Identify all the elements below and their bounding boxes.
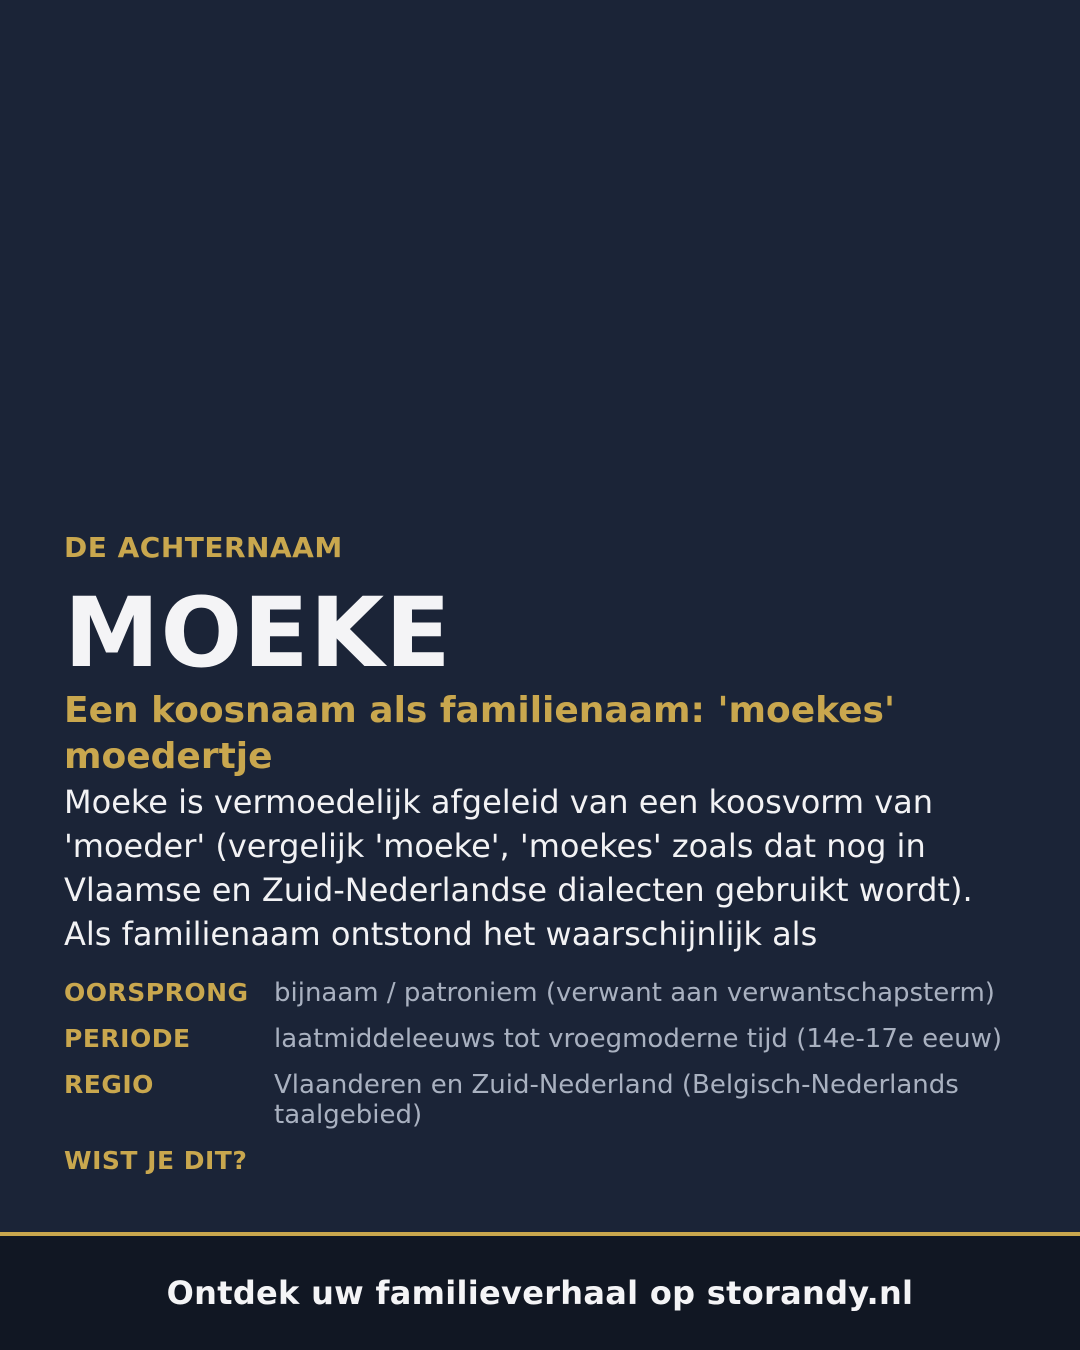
facts-list (64, 978, 1016, 1176)
fact-value: Vlaanderen en Zuid-Nederland (Belgisch-Nederlands taalgebied) (274, 1070, 959, 1130)
fact-value: bijnaam / patroniem (verwant aan verwantschapsterm) (274, 978, 995, 1008)
surname-title: MOEKE (64, 577, 452, 689)
footer-cta-link[interactable]: Ontdek uw familieverhaal op storandy.nl (166, 1274, 914, 1312)
eyebrow-label: DE ACHTERNAAM (64, 531, 343, 564)
footer-banner (0, 1232, 1080, 1350)
fact-value: laatmiddeleeuws tot vroegmoderne tijd (14e-17e eeuw) (274, 1024, 1003, 1054)
fact-row-periode (64, 1024, 1016, 1054)
surname-tagline: Een koosnaam als familienaam: 'moekes' moedertje (64, 690, 895, 777)
fact-row-wist-je-dit (64, 1146, 1016, 1176)
surname-card (64, 530, 1016, 1192)
fact-label: WIST JE DIT? (64, 1146, 248, 1175)
surname-intro: Moeke is vermoedelijk afgeleid van een koosvorm van 'moeder' (vergelijk 'moeke', 'moekes' zoals dat nog in Vlaamse en Zuid-Nederlandse dialecten gebruikt wordt). Als familienaam ontstond het waarschijnlijk als (64, 783, 973, 953)
fact-row-regio (64, 1070, 1016, 1130)
fact-label: OORSPRONG (64, 978, 249, 1007)
fact-row-oorsprong (64, 978, 1016, 1008)
fact-label: REGIO (64, 1070, 154, 1099)
fact-label: PERIODE (64, 1024, 191, 1053)
